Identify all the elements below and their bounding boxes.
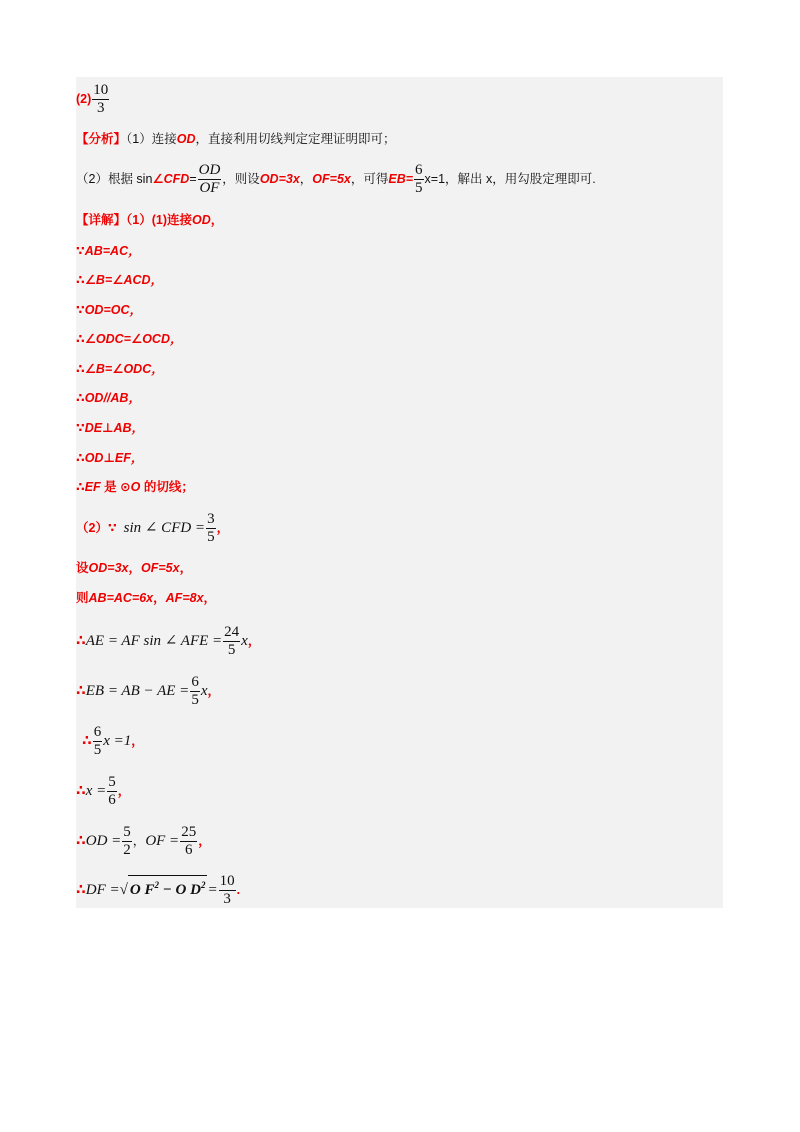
sqrt-expression: O $F^2 - O$ $D^2$ (128, 875, 208, 899)
part2-fraction: $\frac{3}{5}$ (207, 511, 215, 545)
part2-given: （2）∵ sin ∠ CFD = $\frac{3}{5}$ ， (76, 511, 230, 545)
analysis-tag: 【分析】 (76, 132, 127, 146)
analysis-line-1: 【分析】（1）连接OD，直接利用切线判定定理证明即可； (76, 132, 396, 146)
ae-equation: ∴AE = AF sin ∠ AFE = $\frac{24}{5}$ x， (76, 624, 261, 658)
ae-fraction: $\frac{24}{5}$ (224, 624, 240, 658)
tangent-conclusion: ∴EF 是 ⊙O 的切线； (76, 480, 194, 494)
proof-step: ∴OD//AB， (76, 391, 141, 405)
x-fraction: $\frac{5}{6}$ (108, 774, 116, 808)
proof-step: ∴∠B=∠ODC， (76, 362, 164, 376)
answer-label: (2) (76, 91, 92, 106)
x-equation: ∴ $\frac{6}{5}$ x =1， (82, 724, 144, 758)
detail-tag: 【详解】 (76, 213, 127, 227)
answer-fraction: $\frac{10}{3}$ (93, 82, 109, 116)
proof-step: ∵OD=OC， (76, 303, 143, 317)
detail-line-1: 【详解】（1）(1)连接OD， (76, 213, 224, 227)
df-fraction: $\frac{10}{3}$ (219, 873, 235, 907)
proof-step: ∵DE⊥AB， (76, 421, 145, 435)
od-of-values: ∴OD = $\frac{5}{2}$ ，OF = $\frac{25}{6}$ ， (76, 824, 211, 858)
eq-fraction: $\frac{6}{5}$ (93, 724, 102, 758)
analysis-fraction: $\frac{6}{5}$ (415, 162, 423, 196)
eb-equation: ∴EB = AB − AE = $\frac{6}{5}$ x， (76, 674, 220, 708)
df-result: ∴DF =√ O $F^2 - O$ $D^2$ = $\frac{10}{3}$ . (76, 873, 241, 907)
answer-part2 (76, 82, 110, 117)
analysis-ratio: $\frac{OD}{OF}$ (198, 162, 221, 196)
let-line: 设OD=3x，OF=5x， (76, 561, 193, 575)
of-fraction: $\frac{25}{6}$ (181, 824, 197, 858)
proof-step: ∴∠B=∠ACD， (76, 273, 164, 287)
circle-o-symbol: ⊙ (120, 480, 131, 494)
proof-step: ∴∠ODC=∠OCD， (76, 332, 183, 346)
proof-step: ∵AB=AC， (76, 244, 141, 258)
proof-step: ∴OD⊥EF， (76, 451, 144, 465)
analysis-line-2: （2）根据 sin∠CFD= $\frac{OD}{OF}$ ，则设OD=3x，OF=5x，可得EB= $\frac{6}{5}$ x=1，解出 x，用勾股定理即可. (76, 162, 596, 196)
od-fraction: $\frac{5}{2}$ (123, 824, 131, 858)
x-solution: ∴x = $\frac{5}{6}$ ， (76, 774, 131, 808)
then-line: 则AB=AC=6x，AF=8x， (76, 591, 217, 605)
eb-fraction: $\frac{6}{5}$ (191, 674, 199, 708)
